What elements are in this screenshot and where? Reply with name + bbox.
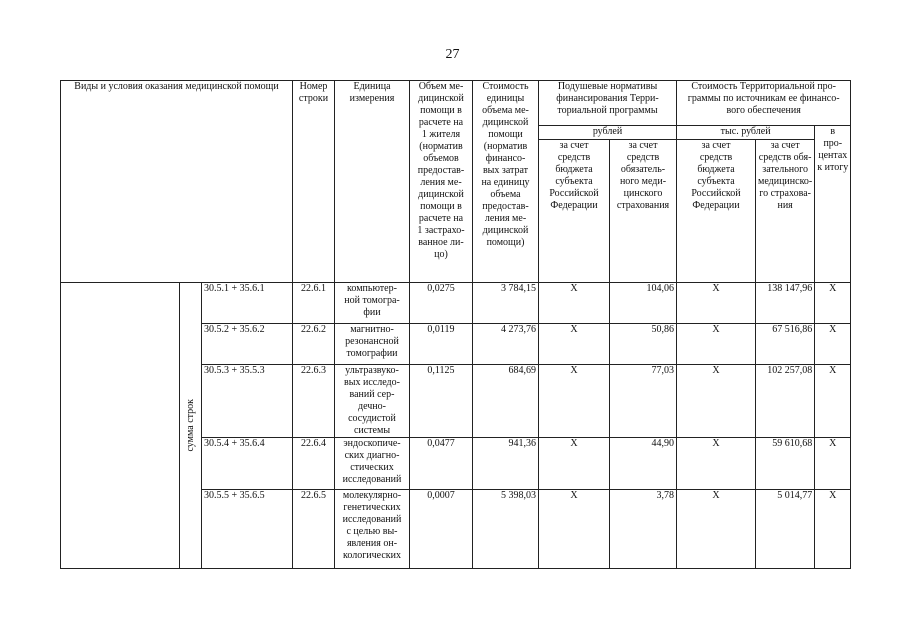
standards-table	[60, 80, 851, 569]
header-unit: Единица измерения	[335, 81, 410, 283]
row-total-budget: X	[677, 438, 756, 490]
row-sum: 30.5.1 + 35.6.1	[202, 283, 293, 324]
side-label: сумма строк	[184, 399, 196, 452]
row-percent: X	[815, 438, 851, 490]
row-total-budget: X	[677, 490, 756, 569]
row-percent: X	[815, 365, 851, 438]
header-per-capita-budget: за счет средств бюджета субъекта Российской Федерации	[539, 140, 610, 283]
row-volume: 0,0007	[410, 490, 473, 569]
row-volume: 0,0119	[410, 324, 473, 365]
header-program-oms: за счет средств обя- зательного медицинско- го страхова- ния	[756, 140, 815, 283]
row-total-oms: 59 610,68	[756, 438, 815, 490]
row-pc-budget: X	[539, 490, 610, 569]
row-number: 22.6.5	[293, 490, 335, 569]
header-volume: Объем ме- дицинской помощи в расчете на 1 жителя (норматив объемов предостав- ления ме- дицинской помощи в расчете на 1 застрахо- ванное ли- цо)	[410, 81, 473, 283]
row-pc-oms: 44,90	[610, 438, 677, 490]
row-cost: 5 398,03	[473, 490, 539, 569]
page-number: 27	[445, 47, 460, 62]
row-number: 22.6.4	[293, 438, 335, 490]
row-number: 22.6.2	[293, 324, 335, 365]
row-total-budget: X	[677, 324, 756, 365]
row-total-budget: X	[677, 365, 756, 438]
row-volume: 0,1125	[410, 365, 473, 438]
row-unit: ультразвуко- вых исследо- ваний сер- дечно- сосудистой системы	[335, 365, 410, 438]
row-number: 22.6.1	[293, 283, 335, 324]
row-pc-oms: 77,03	[610, 365, 677, 438]
row-cost: 684,69	[473, 365, 539, 438]
types-blank-cell	[61, 283, 180, 569]
row-unit: молекулярно- генетических исследований с целью вы- явления он- кологических	[335, 490, 410, 569]
row-sum: 30.5.2 + 35.6.2	[202, 324, 293, 365]
header-cost-per-unit: Стоимость единицы объема ме- дицинской помощи (норматив финансо- вых затрат на единицу объема предостав- ления ме- дицинской помощи)	[473, 81, 539, 283]
row-pc-oms: 3,78	[610, 490, 677, 569]
header-program-budget: за счет средств бюджета субъекта Российской Федерации	[677, 140, 756, 283]
row-pc-budget: X	[539, 438, 610, 490]
header-percent: в про- центах к итогу	[815, 126, 851, 283]
row-pc-budget: X	[539, 324, 610, 365]
row-total-oms: 5 014,77	[756, 490, 815, 569]
header-per-capita-group: Подушевые нормативы финансирования Терри- ториальной программы	[539, 81, 677, 126]
row-percent: X	[815, 283, 851, 324]
side-label-cell	[180, 283, 202, 569]
row-volume: 0,0477	[410, 438, 473, 490]
table-row	[61, 283, 851, 324]
row-pc-budget: X	[539, 365, 610, 438]
row-unit: компьютер- ной томогра- фии	[335, 283, 410, 324]
header-program-cost-unit: тыс. рублей	[677, 126, 815, 140]
row-percent: X	[815, 490, 851, 569]
row-total-oms: 102 257,08	[756, 365, 815, 438]
row-sum: 30.5.5 + 35.6.5	[202, 490, 293, 569]
row-unit: эндоскопиче- ских диагно- стических исследований	[335, 438, 410, 490]
row-percent: X	[815, 324, 851, 365]
row-cost: 4 273,76	[473, 324, 539, 365]
row-total-budget: X	[677, 283, 756, 324]
row-cost: 941,36	[473, 438, 539, 490]
header-row-number: Номер строки	[293, 81, 335, 283]
row-pc-oms: 50,86	[610, 324, 677, 365]
header-per-capita-oms: за счет средств обязатель- ного меди- цинского страхования	[610, 140, 677, 283]
row-total-oms: 138 147,96	[756, 283, 815, 324]
header-per-capita-unit: рублей	[539, 126, 677, 140]
row-unit: магнитно- резонансной томографии	[335, 324, 410, 365]
row-pc-budget: X	[539, 283, 610, 324]
row-sum: 30.5.4 + 35.6.4	[202, 438, 293, 490]
row-cost: 3 784,15	[473, 283, 539, 324]
row-total-oms: 67 516,86	[756, 324, 815, 365]
header-program-cost-group: Стоимость Территориальной про- граммы по источникам ее финансо- вого обеспечения	[677, 81, 851, 126]
row-sum: 30.5.3 + 35.5.3	[202, 365, 293, 438]
row-pc-oms: 104,06	[610, 283, 677, 324]
header-types-of-care: Виды и условия оказания медицинской помощи	[61, 81, 293, 283]
header-row-1	[61, 81, 851, 126]
row-number: 22.6.3	[293, 365, 335, 438]
standards-table-container	[60, 80, 851, 569]
row-volume: 0,0275	[410, 283, 473, 324]
